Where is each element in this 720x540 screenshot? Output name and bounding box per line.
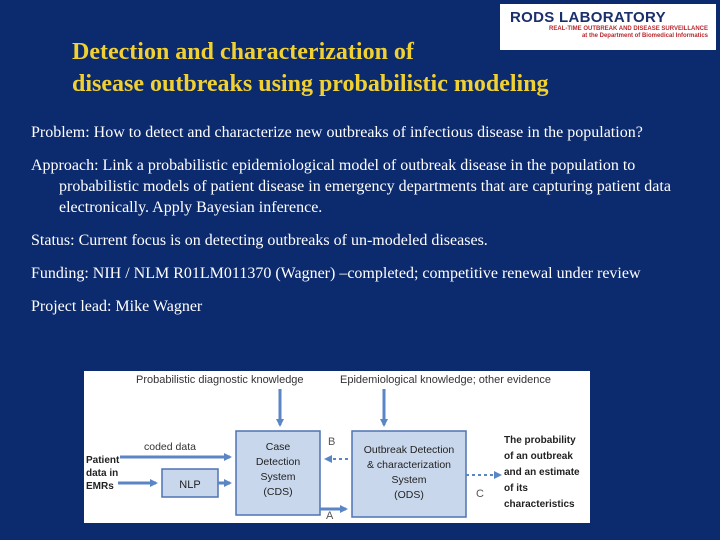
ods-line-2: & characterization (366, 459, 452, 471)
output-line-3: and an estimate (504, 467, 580, 478)
approach-label: Approach: (31, 157, 99, 174)
slide-body (31, 122, 703, 329)
ods-line-1: Outbreak Detection (363, 444, 455, 456)
ods-line-4: (ODS) (394, 489, 424, 501)
status-label: Status: (31, 232, 75, 249)
output-line-1: The probability (504, 435, 576, 446)
system-diagram-svg (84, 371, 590, 523)
patient-data-line-1: Patient (86, 455, 120, 466)
funding-label: Funding: (31, 265, 89, 282)
problem-label: Problem: (31, 124, 90, 141)
label-a: A (326, 510, 334, 522)
project-lead-label: Project lead: (31, 298, 112, 315)
cds-line-1: Case (265, 441, 291, 453)
nlp-label: NLP (179, 479, 201, 491)
slide-title (72, 36, 672, 100)
ods-line-3: System (391, 474, 427, 486)
funding-text: NIH / NLM R01LM011370 (Wagner) –completed; competitive renewal under review (92, 265, 641, 282)
system-diagram (84, 371, 590, 523)
title-line-1: Detection and characterization of (72, 39, 414, 65)
logo-subtitle-1: REAL-TIME OUTBREAK AND DISEASE SURVEILLANCE (548, 26, 708, 32)
logo-subtitle-2: at the Department of Biomedical Informatics (581, 33, 708, 39)
label-c: C (476, 488, 484, 500)
approach-paragraph (31, 155, 703, 218)
approach-text: Link a probabilistic epidemiological model of outbreak disease in the population to probabilistic models of patient disease in emergency departments that are capturing patient data electronically. Apply Bayesian inference. (59, 157, 671, 216)
label-b: B (328, 436, 336, 448)
diagnostic-knowledge-label: Probabilistic diagnostic knowledge (136, 374, 304, 386)
patient-data-line-2: data in (86, 468, 119, 479)
status-text: Current focus is on detecting outbreaks of un-modeled diseases. (78, 232, 488, 249)
cds-line-3: System (260, 471, 296, 483)
project-lead-text: Mike Wagner (115, 298, 203, 315)
project-lead-paragraph (31, 296, 703, 317)
cds-line-4: (CDS) (263, 486, 293, 498)
problem-paragraph (31, 122, 703, 143)
status-paragraph (31, 230, 703, 251)
cds-line-2: Detection (255, 456, 301, 468)
output-line-2: of an outbreak (504, 451, 573, 462)
funding-paragraph (31, 263, 703, 284)
coded-data-label: coded data (144, 441, 196, 453)
problem-text: How to detect and characterize new outbreaks of infectious disease in the population? (93, 124, 643, 141)
title-line-2: disease outbreaks using probabilistic modeling (72, 71, 549, 97)
logo-name: RODS LABORATORY (510, 9, 666, 26)
epidemiological-knowledge-label: Epidemiological knowledge; other evidence (340, 374, 551, 386)
patient-data-line-3: EMRs (86, 481, 114, 492)
output-line-4: of its (504, 483, 528, 494)
output-line-5: characteristics (504, 499, 575, 510)
